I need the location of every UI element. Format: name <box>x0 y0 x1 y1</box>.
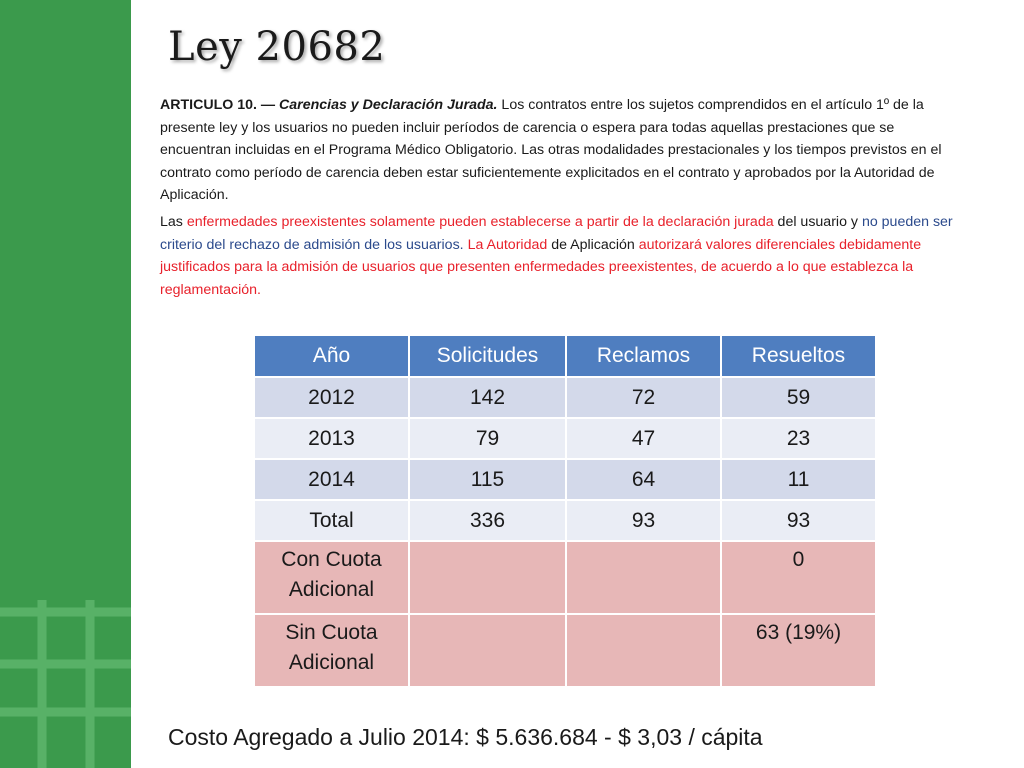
table-cell: 336 <box>409 500 566 541</box>
table-row-sin-cuota <box>254 614 876 687</box>
claims-table <box>253 334 877 688</box>
table-cell: 93 <box>721 500 876 541</box>
article-label: ARTICULO 10. — <box>160 97 280 113</box>
highlight-red: La Autoridad <box>467 236 548 253</box>
table-header-row <box>254 335 876 377</box>
table-row-total <box>254 500 876 541</box>
table-cell: 142 <box>409 377 566 418</box>
article-paragraph-2 <box>160 211 960 301</box>
page-title: Ley 20682 <box>168 24 386 70</box>
table-cell: 47 <box>566 418 721 459</box>
side-bar <box>0 0 131 768</box>
table-cell <box>409 541 566 614</box>
table-cell: 0 <box>721 541 876 614</box>
header-resueltos: Resueltos <box>721 335 876 377</box>
text-segment: del usuario y <box>773 213 862 230</box>
header-ano: Año <box>254 335 409 377</box>
highlight-blue: no pueden ser criterio del rechazo de admisión de los usuarios. <box>160 213 953 253</box>
article-paragraph-1 <box>160 94 960 207</box>
highlight-red: autorizará valores diferenciales debidamente justificados para la admisión de usuarios que presenten enfermedades preexistentes, de acuerdo a lo que establezca la reglamentación. <box>160 236 922 298</box>
table-row <box>254 418 876 459</box>
highlight-red: enfermedades preexistentes solamente pueden establecerse a partir de la declaración jurada <box>186 213 774 230</box>
article-text <box>160 94 960 301</box>
article-heading: Carencias y Declaración Jurada. <box>279 97 498 113</box>
table-cell: 23 <box>721 418 876 459</box>
table-cell: 93 <box>566 500 721 541</box>
table-row <box>254 459 876 500</box>
table-cell: 72 <box>566 377 721 418</box>
table-cell: 63 (19%) <box>721 614 876 687</box>
table-cell <box>409 614 566 687</box>
text-segment: de Aplicación <box>547 236 639 253</box>
table-cell: 11 <box>721 459 876 500</box>
table-cell: Sin Cuota Adicional <box>254 614 409 687</box>
table-cell: 2014 <box>254 459 409 500</box>
table-cell: 2013 <box>254 418 409 459</box>
table-cell: 64 <box>566 459 721 500</box>
table-row-con-cuota <box>254 541 876 614</box>
cross-pattern-decoration <box>0 0 131 768</box>
table-cell: 115 <box>409 459 566 500</box>
table-cell: Total <box>254 500 409 541</box>
header-reclamos: Reclamos <box>566 335 721 377</box>
table-cell: 59 <box>721 377 876 418</box>
article-body: Los contratos entre los sujetos comprendidos en el artículo 1º de la presente ley y los usuarios no pueden incluir períodos de carencia o espera para todas aquellas prestaciones que se encuentran incluidas en el Programa Médico Obligatorio. Las otras modalidades prestacionales y los tiempos previstos en el contrato como período de carencia deben estar suficientemente explicitados en el contrato y aprobados por la Autoridad de Aplicación. <box>160 97 942 204</box>
table-cell: Con Cuota Adicional <box>254 541 409 614</box>
text-segment: Las <box>160 213 187 230</box>
table-cell: 79 <box>409 418 566 459</box>
cost-summary: Costo Agregado a Julio 2014: $ 5.636.684 - $ 3,03 / cápita <box>168 724 763 750</box>
header-solicitudes: Solicitudes <box>409 335 566 377</box>
table-row <box>254 377 876 418</box>
table-cell <box>566 614 721 687</box>
table-cell <box>566 541 721 614</box>
table-cell: 2012 <box>254 377 409 418</box>
